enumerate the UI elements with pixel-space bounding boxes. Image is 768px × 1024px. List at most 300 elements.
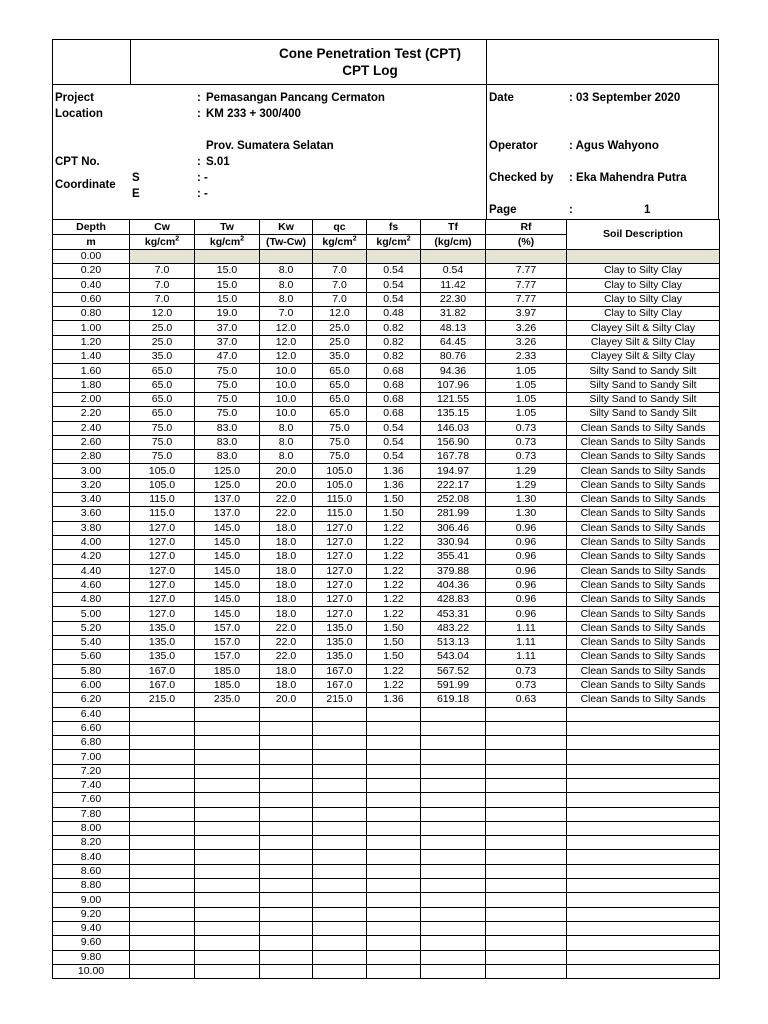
cell-fs: 0.82 <box>367 321 421 335</box>
cell-tw: 125.0 <box>195 464 260 478</box>
cell-tw <box>195 721 260 735</box>
cell-qc: 25.0 <box>313 321 367 335</box>
cell-cw <box>130 907 195 921</box>
cell-fs <box>367 764 421 778</box>
cell-tw: 137.0 <box>195 507 260 521</box>
cell-kw: 8.0 <box>260 292 313 306</box>
cell-rf <box>486 793 567 807</box>
cell-soil-description: Clean Sands to Silty Sands <box>567 464 720 478</box>
cell-soil-description: Clayey Silt & Silty Clay <box>567 335 720 349</box>
cell-tf <box>421 793 486 807</box>
cell-kw: 22.0 <box>260 507 313 521</box>
cell-rf: 7.77 <box>486 278 567 292</box>
col-soil-description: Soil Description <box>567 220 720 250</box>
cell-qc <box>313 921 367 935</box>
cell-rf: 1.30 <box>486 507 567 521</box>
cell-qc <box>313 907 367 921</box>
cell-soil-description: Clean Sands to Silty Sands <box>567 593 720 607</box>
cell-kw: 18.0 <box>260 535 313 549</box>
table-row <box>53 793 720 807</box>
cell-fs: 0.54 <box>367 435 421 449</box>
cell-qc <box>313 778 367 792</box>
table-row <box>53 578 720 592</box>
cell-tf: 94.36 <box>421 364 486 378</box>
cell-depth: 1.40 <box>53 350 130 364</box>
cell-tf: 619.18 <box>421 693 486 707</box>
cell-fs <box>367 721 421 735</box>
cell-tf: 22.30 <box>421 292 486 306</box>
table-row <box>53 936 720 950</box>
cell-fs: 1.22 <box>367 607 421 621</box>
cell-tw: 137.0 <box>195 493 260 507</box>
cell-qc <box>313 964 367 978</box>
cell-cw: 12.0 <box>130 307 195 321</box>
cell-rf: 0.73 <box>486 664 567 678</box>
cell-kw <box>260 750 313 764</box>
cpt-data-table <box>52 219 720 979</box>
cell-fs: 1.50 <box>367 650 421 664</box>
cell-kw <box>260 879 313 893</box>
cell-fs <box>367 964 421 978</box>
cell-tf: 146.03 <box>421 421 486 435</box>
table-row <box>53 864 720 878</box>
cell-tf: 330.94 <box>421 535 486 549</box>
cell-qc: 65.0 <box>313 392 367 406</box>
cell-fs <box>367 879 421 893</box>
cell-qc: 127.0 <box>313 564 367 578</box>
cell-cw <box>130 893 195 907</box>
cell-rf: 0.73 <box>486 678 567 692</box>
cell-tf <box>421 707 486 721</box>
cell-tf: 222.17 <box>421 478 486 492</box>
table-row <box>53 807 720 821</box>
date-value: : 03 September 2020 <box>569 92 681 104</box>
cell-kw: 10.0 <box>260 364 313 378</box>
table-row <box>53 764 720 778</box>
cell-soil-description: Clean Sands to Silty Sands <box>567 607 720 621</box>
cell-depth: 2.40 <box>53 421 130 435</box>
cell-tw: 125.0 <box>195 478 260 492</box>
cell-soil-description: Clean Sands to Silty Sands <box>567 693 720 707</box>
cell-tw: 37.0 <box>195 335 260 349</box>
table-row <box>53 664 720 678</box>
cell-tf: 135.15 <box>421 407 486 421</box>
cell-soil-description <box>567 807 720 821</box>
cell-rf: 1.29 <box>486 464 567 478</box>
cell-depth: 2.80 <box>53 450 130 464</box>
cell-fs: 1.22 <box>367 578 421 592</box>
cell-rf: 0.73 <box>486 421 567 435</box>
cell-cw: 135.0 <box>130 650 195 664</box>
cell-rf <box>486 850 567 864</box>
col-rf: Rf <box>486 220 567 235</box>
cell-tf: 80.76 <box>421 350 486 364</box>
cell-rf: 1.11 <box>486 621 567 635</box>
cell-cw <box>130 807 195 821</box>
cell-kw: 10.0 <box>260 378 313 392</box>
cell-fs: 0.54 <box>367 450 421 464</box>
cell-kw: 8.0 <box>260 421 313 435</box>
cell-rf: 1.05 <box>486 364 567 378</box>
cell-fs: 1.22 <box>367 678 421 692</box>
cell-rf: 1.29 <box>486 478 567 492</box>
cell-kw: 22.0 <box>260 650 313 664</box>
unit-tf: (kg/cm) <box>421 235 486 250</box>
cell-qc <box>313 764 367 778</box>
cell-rf: 0.73 <box>486 435 567 449</box>
cpt-no-colon: : <box>197 156 201 168</box>
cell-rf <box>486 964 567 978</box>
cell-qc <box>313 893 367 907</box>
cell-tw: 145.0 <box>195 521 260 535</box>
cell-soil-description: Clean Sands to Silty Sands <box>567 435 720 449</box>
cell-rf <box>486 836 567 850</box>
cell-fs: 0.48 <box>367 307 421 321</box>
cell-tw <box>195 907 260 921</box>
cell-qc <box>313 836 367 850</box>
cpt-log-sheet <box>52 39 719 979</box>
unit-qc: $kg/cm^2$ <box>313 235 367 250</box>
cell-cw: 115.0 <box>130 507 195 521</box>
cell-tf <box>421 864 486 878</box>
cpt-no-label: CPT No. <box>55 156 100 168</box>
cell-fs <box>367 736 421 750</box>
cell-depth: 7.20 <box>53 764 130 778</box>
cell-depth: 5.40 <box>53 636 130 650</box>
cell-qc <box>313 793 367 807</box>
cell-qc <box>313 864 367 878</box>
cell-qc: 105.0 <box>313 464 367 478</box>
cell-rf: 2.33 <box>486 350 567 364</box>
cell-rf <box>486 750 567 764</box>
cell-rf: 1.05 <box>486 378 567 392</box>
table-row <box>53 678 720 692</box>
table-row <box>53 335 720 349</box>
cell-rf: 1.30 <box>486 493 567 507</box>
cell-soil-description: Clean Sands to Silty Sands <box>567 493 720 507</box>
cell-tf: 194.97 <box>421 464 486 478</box>
cell-qc: 75.0 <box>313 450 367 464</box>
cell-fs: 1.50 <box>367 636 421 650</box>
cell-tw <box>195 936 260 950</box>
cell-qc <box>313 721 367 735</box>
cell-kw: 20.0 <box>260 478 313 492</box>
location-colon: : <box>197 108 201 120</box>
table-row <box>53 535 720 549</box>
cell-cw: 65.0 <box>130 378 195 392</box>
cell-depth: 4.20 <box>53 550 130 564</box>
cell-qc: 75.0 <box>313 421 367 435</box>
cell-soil-description: Silty Sand to Sandy Silt <box>567 378 720 392</box>
cpt-no-value: S.01 <box>206 156 230 168</box>
cell-soil-description: Silty Sand to Sandy Silt <box>567 364 720 378</box>
cell-tw <box>195 950 260 964</box>
cell-depth: 6.00 <box>53 678 130 692</box>
table-row <box>53 650 720 664</box>
cell-soil-description: Clean Sands to Silty Sands <box>567 621 720 635</box>
location-value: KM 233 + 300/400 <box>206 108 301 120</box>
cell-cw: 135.0 <box>130 636 195 650</box>
cell-cw: 127.0 <box>130 593 195 607</box>
cell-kw: 20.0 <box>260 693 313 707</box>
cell-tw: 185.0 <box>195 664 260 678</box>
cell-soil-description <box>567 764 720 778</box>
col-kw: Kw <box>260 220 313 235</box>
cell-fs: 0.68 <box>367 392 421 406</box>
cell-cw: 7.0 <box>130 292 195 306</box>
cell-rf <box>486 707 567 721</box>
cell-tf: 567.52 <box>421 664 486 678</box>
cell-tf <box>421 250 486 264</box>
table-row <box>53 836 720 850</box>
project-colon: : <box>197 92 201 104</box>
cell-cw <box>130 736 195 750</box>
cell-depth: 2.00 <box>53 392 130 406</box>
cell-depth: 8.40 <box>53 850 130 864</box>
cell-rf <box>486 807 567 821</box>
cell-tf: 281.99 <box>421 507 486 521</box>
cell-tw <box>195 250 260 264</box>
cell-depth: 6.60 <box>53 721 130 735</box>
cell-depth: 2.60 <box>53 435 130 449</box>
cell-tw <box>195 736 260 750</box>
table-row <box>53 278 720 292</box>
cell-cw <box>130 850 195 864</box>
cell-depth: 6.20 <box>53 693 130 707</box>
cell-rf: 0.96 <box>486 535 567 549</box>
cell-tf <box>421 950 486 964</box>
cell-soil-description <box>567 893 720 907</box>
cell-tw: 83.0 <box>195 450 260 464</box>
report-header <box>52 39 719 219</box>
cell-soil-description: Clean Sands to Silty Sands <box>567 636 720 650</box>
cell-tf: 404.36 <box>421 578 486 592</box>
cell-soil-description <box>567 750 720 764</box>
cell-depth: 8.00 <box>53 821 130 835</box>
col-fs: fs <box>367 220 421 235</box>
cell-soil-description <box>567 821 720 835</box>
cell-tf: 355.41 <box>421 550 486 564</box>
cell-depth: 10.00 <box>53 964 130 978</box>
cell-cw: 115.0 <box>130 493 195 507</box>
cell-soil-description: Clean Sands to Silty Sands <box>567 650 720 664</box>
cell-tw: 145.0 <box>195 593 260 607</box>
cell-qc: 75.0 <box>313 435 367 449</box>
cell-fs: 0.68 <box>367 378 421 392</box>
cell-depth: 7.60 <box>53 793 130 807</box>
cell-tw: 157.0 <box>195 636 260 650</box>
col-depth: Depth <box>53 220 130 235</box>
cell-qc: 7.0 <box>313 264 367 278</box>
cell-fs: 1.36 <box>367 464 421 478</box>
cell-tf: 379.88 <box>421 564 486 578</box>
cell-qc <box>313 879 367 893</box>
cell-cw: 7.0 <box>130 264 195 278</box>
cell-tf: 167.78 <box>421 450 486 464</box>
cell-tf <box>421 879 486 893</box>
table-row <box>53 621 720 635</box>
cell-depth: 5.20 <box>53 621 130 635</box>
cell-fs <box>367 707 421 721</box>
cell-tf: 483.22 <box>421 621 486 635</box>
cell-qc <box>313 250 367 264</box>
cell-rf <box>486 864 567 878</box>
table-row <box>53 564 720 578</box>
cell-cw <box>130 936 195 950</box>
cell-tw <box>195 836 260 850</box>
cell-rf: 7.77 <box>486 264 567 278</box>
cell-qc: 135.0 <box>313 621 367 635</box>
cell-rf <box>486 821 567 835</box>
cell-depth: 0.60 <box>53 292 130 306</box>
cell-depth: 0.20 <box>53 264 130 278</box>
cell-soil-description: Clean Sands to Silty Sands <box>567 664 720 678</box>
table-row <box>53 778 720 792</box>
cell-tw <box>195 864 260 878</box>
table-row <box>53 693 720 707</box>
table-row <box>53 392 720 406</box>
cell-soil-description: Clean Sands to Silty Sands <box>567 564 720 578</box>
cell-depth: 9.60 <box>53 936 130 950</box>
table-row <box>53 292 720 306</box>
cell-fs <box>367 807 421 821</box>
table-row <box>53 921 720 935</box>
cell-soil-description <box>567 250 720 264</box>
cell-depth: 3.60 <box>53 507 130 521</box>
cell-kw <box>260 821 313 835</box>
cell-tf: 121.55 <box>421 392 486 406</box>
cell-fs: 0.82 <box>367 350 421 364</box>
cell-tw: 145.0 <box>195 607 260 621</box>
cell-tw: 75.0 <box>195 378 260 392</box>
cell-soil-description: Clean Sands to Silty Sands <box>567 678 720 692</box>
table-row <box>53 721 720 735</box>
cell-cw: 127.0 <box>130 535 195 549</box>
cell-fs: 0.68 <box>367 364 421 378</box>
cell-soil-description: Clean Sands to Silty Sands <box>567 535 720 549</box>
cell-tf: 513.13 <box>421 636 486 650</box>
cell-fs <box>367 793 421 807</box>
cell-soil-description <box>567 707 720 721</box>
cell-depth: 4.40 <box>53 564 130 578</box>
cell-fs <box>367 936 421 950</box>
cell-tf <box>421 778 486 792</box>
cell-depth: 6.40 <box>53 707 130 721</box>
cell-kw <box>260 950 313 964</box>
cell-tw <box>195 850 260 864</box>
table-row <box>53 607 720 621</box>
page-label: Page <box>489 204 517 216</box>
cell-rf: 0.63 <box>486 693 567 707</box>
cell-kw: 8.0 <box>260 435 313 449</box>
cell-fs: 1.50 <box>367 507 421 521</box>
cell-fs: 1.22 <box>367 521 421 535</box>
cell-tw: 15.0 <box>195 292 260 306</box>
cell-kw: 18.0 <box>260 664 313 678</box>
cell-qc <box>313 936 367 950</box>
cell-tf: 252.08 <box>421 493 486 507</box>
cell-kw <box>260 250 313 264</box>
cell-kw <box>260 836 313 850</box>
cell-depth: 1.00 <box>53 321 130 335</box>
cell-rf <box>486 250 567 264</box>
cell-qc: 115.0 <box>313 507 367 521</box>
cell-kw <box>260 893 313 907</box>
cell-tw: 145.0 <box>195 535 260 549</box>
table-row <box>53 407 720 421</box>
table-row <box>53 707 720 721</box>
cell-fs: 1.22 <box>367 593 421 607</box>
page-value: 1 <box>644 204 651 216</box>
cell-kw: 18.0 <box>260 564 313 578</box>
cell-fs: 1.22 <box>367 664 421 678</box>
cell-soil-description <box>567 964 720 978</box>
table-row <box>53 879 720 893</box>
cell-qc: 115.0 <box>313 493 367 507</box>
cell-cw: 127.0 <box>130 578 195 592</box>
cell-qc: 65.0 <box>313 378 367 392</box>
cell-kw: 22.0 <box>260 493 313 507</box>
cell-cw: 65.0 <box>130 364 195 378</box>
cell-depth: 9.00 <box>53 893 130 907</box>
cell-qc: 25.0 <box>313 335 367 349</box>
cell-qc <box>313 850 367 864</box>
cell-tf: 591.99 <box>421 678 486 692</box>
cell-tw: 157.0 <box>195 621 260 635</box>
cell-depth: 4.60 <box>53 578 130 592</box>
unit-fs: $kg/cm^2$ <box>367 235 421 250</box>
cell-kw <box>260 736 313 750</box>
cell-tf: 31.82 <box>421 307 486 321</box>
table-row <box>53 321 720 335</box>
cell-fs <box>367 778 421 792</box>
cell-cw: 25.0 <box>130 335 195 349</box>
cell-tf: 453.31 <box>421 607 486 621</box>
cell-qc: 65.0 <box>313 407 367 421</box>
cell-kw: 8.0 <box>260 264 313 278</box>
cell-qc <box>313 750 367 764</box>
cell-depth: 7.00 <box>53 750 130 764</box>
cell-tf <box>421 936 486 950</box>
cell-cw <box>130 721 195 735</box>
cell-tw: 235.0 <box>195 693 260 707</box>
cell-soil-description <box>567 736 720 750</box>
cell-tw <box>195 821 260 835</box>
cell-fs <box>367 921 421 935</box>
unit-tw: $kg/cm^2$ <box>195 235 260 250</box>
cell-cw: 7.0 <box>130 278 195 292</box>
cell-soil-description: Clay to Silty Clay <box>567 307 720 321</box>
coordinate-s-value: : - <box>197 172 208 184</box>
cell-cw: 75.0 <box>130 450 195 464</box>
cell-kw: 12.0 <box>260 335 313 349</box>
report-subtitle: CPT Log <box>342 63 398 78</box>
cell-rf <box>486 921 567 935</box>
cell-tw <box>195 879 260 893</box>
table-row <box>53 550 720 564</box>
cell-fs <box>367 907 421 921</box>
cell-tw: 47.0 <box>195 350 260 364</box>
cell-qc: 167.0 <box>313 664 367 678</box>
cell-soil-description: Clean Sands to Silty Sands <box>567 450 720 464</box>
cell-cw: 65.0 <box>130 407 195 421</box>
cell-depth: 4.80 <box>53 593 130 607</box>
cell-cw: 75.0 <box>130 435 195 449</box>
cell-tw <box>195 964 260 978</box>
table-row <box>53 893 720 907</box>
cell-cw: 35.0 <box>130 350 195 364</box>
checked-by-label: Checked by <box>489 172 554 184</box>
